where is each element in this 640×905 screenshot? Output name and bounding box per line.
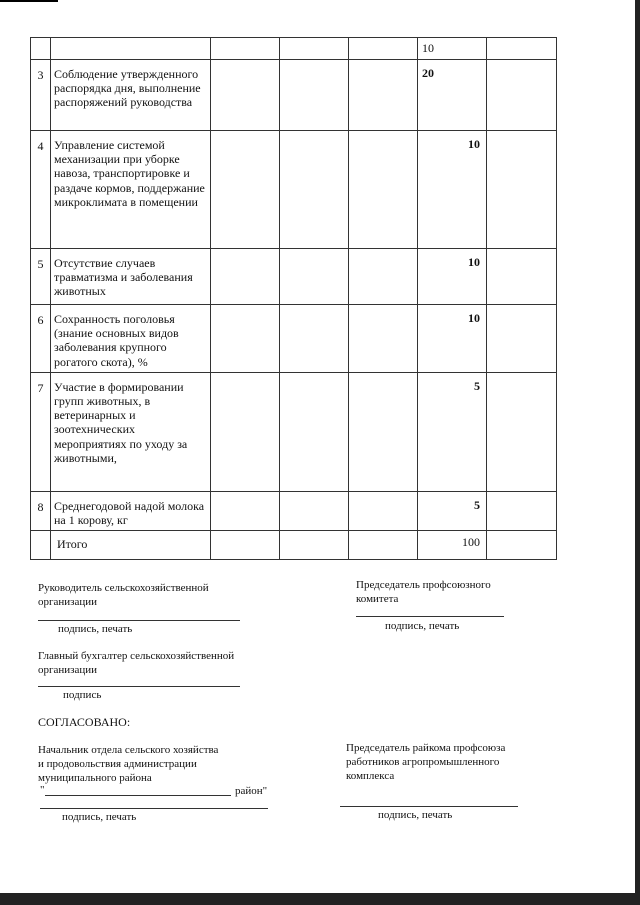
raikom-title-line2: работников агропромышленного xyxy=(346,756,500,768)
chief-accountant-title: Главный бухгалтер сельскохозяйственной организации xyxy=(38,650,235,676)
empty-cell xyxy=(349,491,418,530)
empty-cell xyxy=(211,372,280,491)
head-org-caption: подпись, печать xyxy=(58,623,133,635)
evaluation-table xyxy=(30,37,557,560)
score-value: 10 xyxy=(418,305,487,373)
score-value: 20 xyxy=(418,60,487,131)
row-number: 5 xyxy=(31,249,51,305)
union-chair-signature-line xyxy=(356,616,504,617)
dept-head-title-line2: и продовольствия администрации xyxy=(38,758,197,770)
criterion-text: Участие в формировании групп животных, в ветеринарных и зоотехнических мероприятиях по уходу за животными, xyxy=(51,372,211,491)
score-value: 5 xyxy=(418,372,487,491)
chief-accountant-caption: подпись xyxy=(63,689,102,701)
raikom-title-line1: Председатель райкома профсоюза xyxy=(346,742,506,754)
row-number: 4 xyxy=(31,131,51,249)
empty-cell xyxy=(211,305,280,373)
dept-head-signature-line xyxy=(40,808,268,809)
empty-cell xyxy=(349,60,418,131)
total-value: 100 xyxy=(418,531,487,560)
district-open-quote: " xyxy=(40,784,45,796)
head-org-signature-line xyxy=(38,620,240,621)
criterion-text: Соблюдение утвержденного распорядка дня, выполнение распоряжений руководства xyxy=(51,60,211,131)
criterion-text: Управление системой механизации при уборке навоза, транспортировке и раздаче кормов, поддержание микроклимата в помещении xyxy=(51,131,211,249)
total-label: Итого xyxy=(51,531,211,560)
table-row xyxy=(31,305,557,373)
row-number xyxy=(31,38,51,60)
empty-cell xyxy=(211,249,280,305)
empty-cell xyxy=(487,131,557,249)
union-chair-title: Председатель профсоюзного комитета xyxy=(356,579,491,605)
empty-cell xyxy=(211,491,280,530)
empty-cell xyxy=(211,38,280,60)
row-number: 8 xyxy=(31,491,51,530)
score-value: 5 xyxy=(418,491,487,530)
criterion-text xyxy=(51,38,211,60)
evaluation-table-wrapper xyxy=(30,37,556,560)
empty-cell xyxy=(280,38,349,60)
empty-cell xyxy=(211,60,280,131)
chief-accountant-signature-line xyxy=(38,686,240,687)
row-number: 7 xyxy=(31,372,51,491)
empty-cell xyxy=(280,131,349,249)
table-row xyxy=(31,38,557,60)
empty-cell xyxy=(280,372,349,491)
dept-head-title-line3: муниципального района xyxy=(38,772,152,784)
score-value: 10 xyxy=(418,131,487,249)
district-suffix: район" xyxy=(235,785,268,797)
empty-cell xyxy=(280,491,349,530)
empty-cell xyxy=(487,60,557,131)
union-chair-caption: подпись, печать xyxy=(385,620,460,632)
empty-cell xyxy=(280,249,349,305)
row-number: 3 xyxy=(31,60,51,131)
dept-head-title-line1: Начальник отдела сельского хозяйства xyxy=(38,744,219,756)
raikom-signature-line xyxy=(340,806,518,807)
empty-cell xyxy=(487,491,557,530)
dept-head-caption: подпись, печать xyxy=(62,811,137,823)
table-row xyxy=(31,131,557,249)
empty-cell xyxy=(487,249,557,305)
agreed-heading: СОГЛАСОВАНО: xyxy=(38,715,131,729)
empty-cell xyxy=(487,305,557,373)
criterion-text: Среднегодовой надой молока на 1 корову, кг xyxy=(51,491,211,530)
raikom-title-line3: комплекса xyxy=(346,770,395,782)
score-value: 10 xyxy=(418,249,487,305)
empty-cell xyxy=(349,131,418,249)
empty-cell xyxy=(349,38,418,60)
district-name-line xyxy=(45,795,231,796)
empty-cell xyxy=(349,372,418,491)
total-row xyxy=(31,531,557,560)
empty-cell xyxy=(487,38,557,60)
criterion-text: Сохранность поголовья (знание основных видов заболевания крупного рогатого скота), % xyxy=(51,305,211,373)
scan-edge-right xyxy=(635,0,640,905)
scan-edge-top xyxy=(0,0,58,2)
empty-cell xyxy=(487,531,557,560)
head-org-title: Руководитель сельскохозяйственной организации xyxy=(38,582,209,608)
empty-cell xyxy=(280,531,349,560)
row-number: 6 xyxy=(31,305,51,373)
empty-cell xyxy=(349,249,418,305)
criterion-text: Отсутствие случаев травматизма и заболевания животных xyxy=(51,249,211,305)
table-row xyxy=(31,60,557,131)
table-row xyxy=(31,372,557,491)
raikom-caption: подпись, печать xyxy=(378,809,453,821)
empty-cell xyxy=(349,531,418,560)
empty-cell xyxy=(280,60,349,131)
empty-cell xyxy=(280,305,349,373)
empty-cell xyxy=(487,372,557,491)
scan-edge-bottom xyxy=(0,893,640,905)
empty-cell xyxy=(31,531,51,560)
empty-cell xyxy=(349,305,418,373)
table-row xyxy=(31,249,557,305)
empty-cell xyxy=(211,131,280,249)
empty-cell xyxy=(211,531,280,560)
score-value: 10 xyxy=(418,38,487,60)
table-row xyxy=(31,491,557,530)
